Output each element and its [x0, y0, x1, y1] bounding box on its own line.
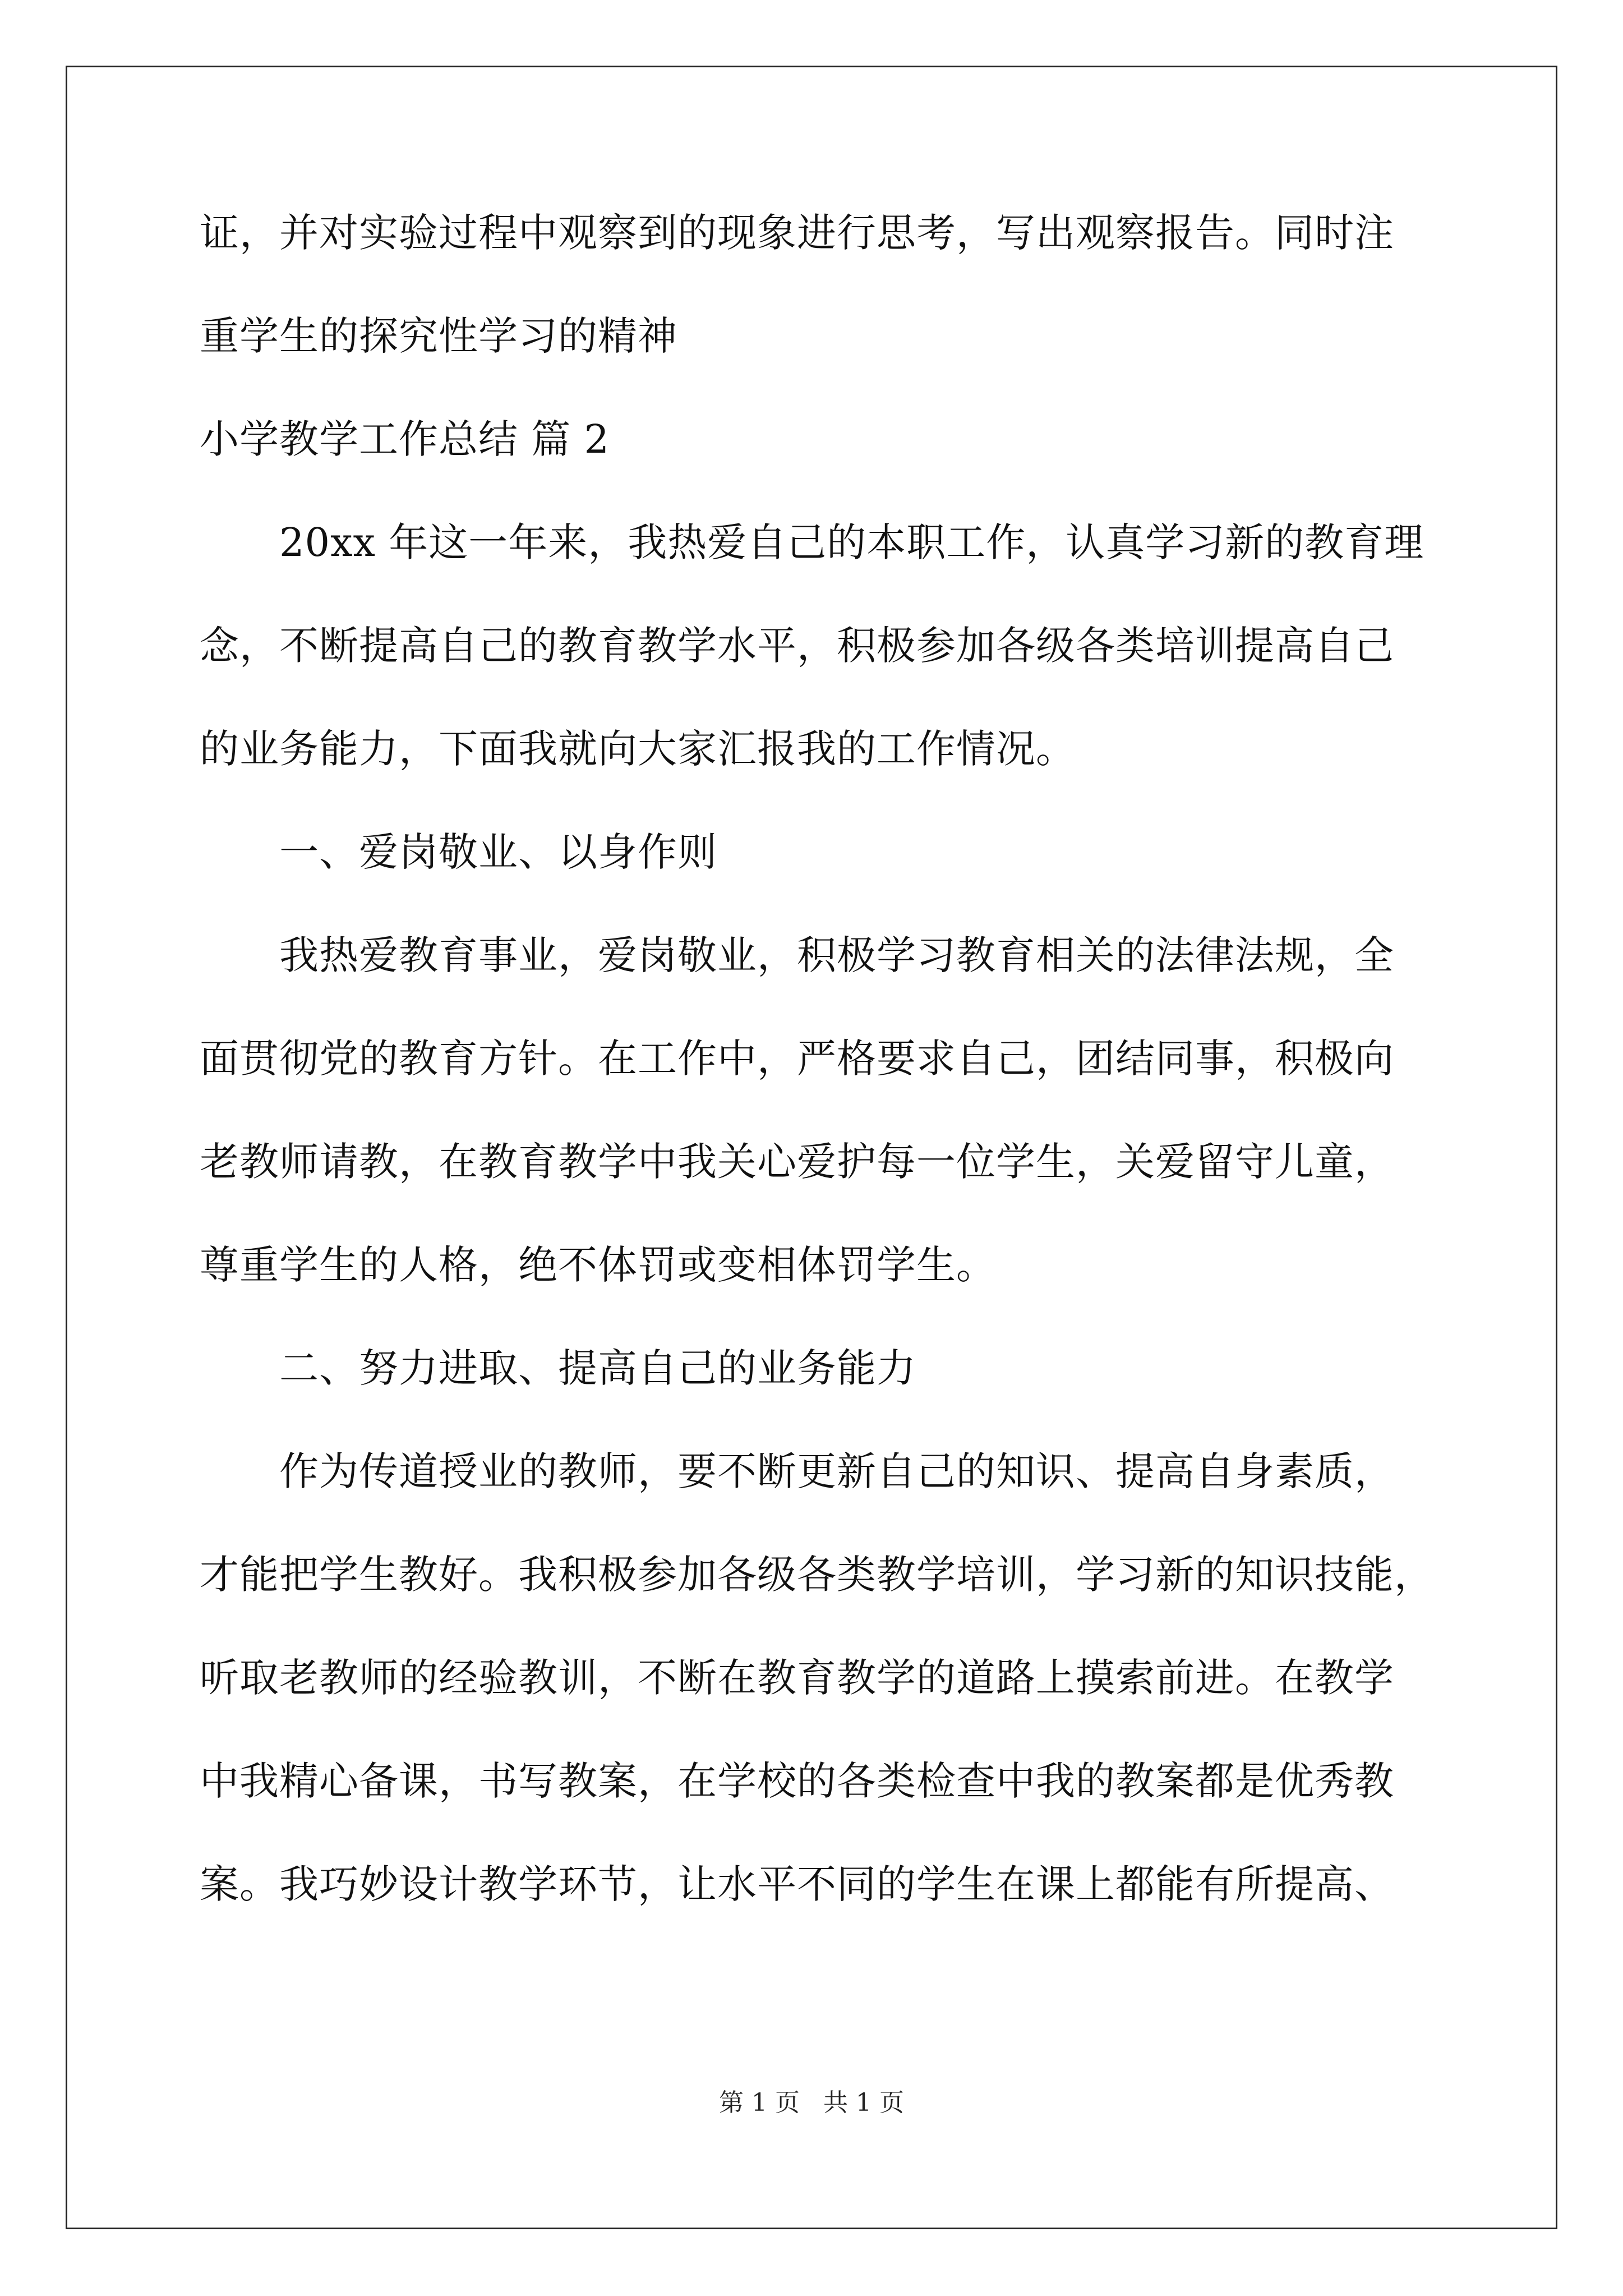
subheading: 二、努力进取、提高自己的业务能力 — [279, 1345, 916, 1391]
text-line: 才能把学生教好。我积极参加各级各类教学培训，学习新的知识技能， — [200, 1552, 1434, 1598]
text-line: 听取老教师的经验教训，不断在教育教学的道路上摸索前进。在教学 — [200, 1655, 1394, 1701]
page-number: 第 1 页 — [719, 2088, 800, 2117]
text-line: 念，不断提高自己的教育教学水平，积极参加各级各类培训提高自己 — [200, 623, 1394, 669]
text-line: 我热爱教育事业，爱岗敬业，积极学习教育相关的法律法规，全 — [279, 932, 1394, 978]
text-line: 证，并对实验过程中观察到的现象进行思考，写出观察报告。同时注 — [200, 210, 1394, 256]
text-line: 20xx 年这一年来，我热爱自己的本职工作，认真学习新的教育理 — [279, 519, 1424, 565]
text-line: 作为传道授业的教师，要不断更新自己的知识、提高自身素质， — [279, 1448, 1394, 1494]
document-body — [200, 210, 1434, 1968]
text-line: 中我精心备课，书写教案，在学校的各类检查中我的教案都是优秀教 — [200, 1758, 1394, 1804]
text-line: 案。我巧妙设计教学环节，让水平不同的学生在课上都能有所提高、 — [200, 1861, 1394, 1907]
subheading: 一、爱岗敬业、以身作则 — [279, 829, 717, 875]
text-line: 尊重学生的人格，绝不体罚或变相体罚学生。 — [200, 1242, 996, 1288]
text-line: 面贯彻党的教育方针。在工作中，严格要求自己，团结同事，积极向 — [200, 1036, 1394, 1082]
page-footer — [0, 2089, 1623, 2117]
text-line: 老教师请教，在教育教学中我关心爱护每一位学生，关爱留守儿童， — [200, 1139, 1394, 1185]
text-line: 重学生的探究性学习的精神 — [200, 313, 677, 359]
page-total: 共 1 页 — [823, 2088, 904, 2117]
section-heading: 小学教学工作总结 篇 2 — [200, 416, 610, 462]
text-line: 的业务能力，下面我就向大家汇报我的工作情况。 — [200, 726, 1076, 772]
